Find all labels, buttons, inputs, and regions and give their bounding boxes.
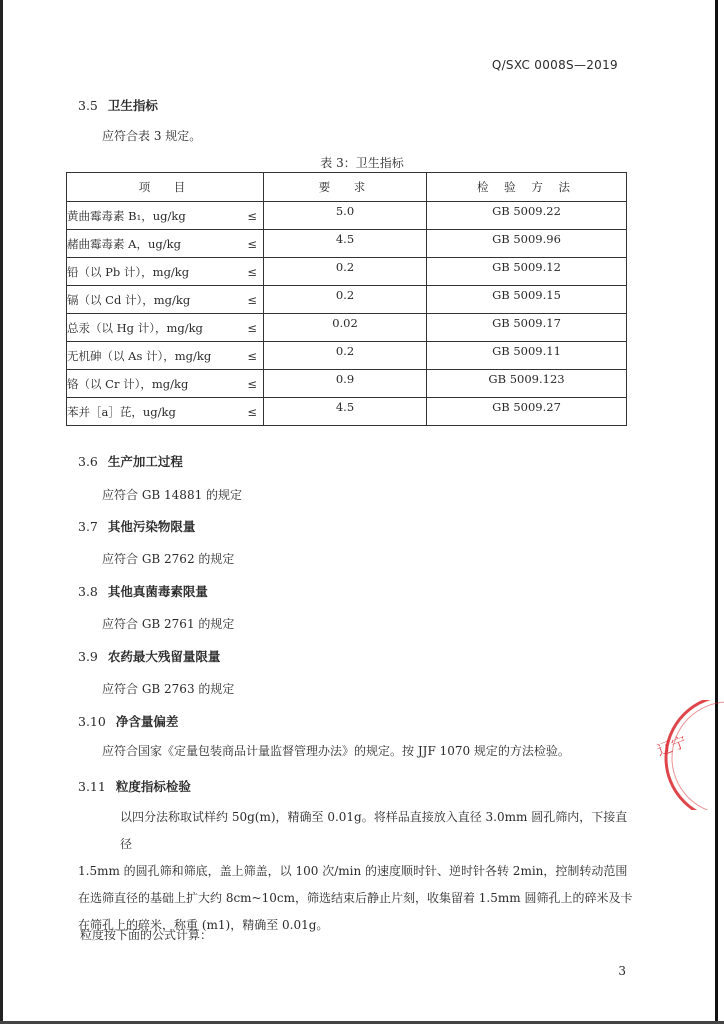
item-label: 赭曲霉毒素 A，ug/kg bbox=[67, 236, 181, 251]
section-number: 3.10 bbox=[78, 714, 106, 729]
section-number: 3.11 bbox=[78, 779, 106, 794]
section-number: 3.5 bbox=[78, 98, 98, 113]
cell-item bbox=[67, 230, 264, 258]
cell-item bbox=[67, 286, 264, 314]
item-label: 铅（以 Pb 计），mg/kg bbox=[67, 264, 190, 279]
hygiene-index-table bbox=[66, 172, 627, 426]
le-symbol: ≤ bbox=[247, 321, 257, 335]
cell-item bbox=[67, 258, 264, 286]
table-row bbox=[67, 258, 627, 286]
cell-item bbox=[67, 202, 264, 230]
section-title: 农药最大残留量限量 bbox=[107, 649, 221, 664]
method-value: GB 5009.22 bbox=[492, 204, 561, 218]
le-symbol: ≤ bbox=[247, 209, 257, 223]
item-label: 总汞（以 Hg 计），mg/kg bbox=[67, 320, 203, 335]
method-value: GB 5009.17 bbox=[492, 316, 561, 330]
section-text-3-5: 应符合表 3 规定。 bbox=[102, 129, 202, 143]
table-row bbox=[67, 230, 627, 258]
section-number: 3.9 bbox=[78, 649, 98, 664]
table-row bbox=[67, 314, 627, 342]
section-title: 其他污染物限量 bbox=[107, 519, 196, 534]
cell-requirement bbox=[264, 258, 427, 286]
table-row bbox=[67, 342, 627, 370]
cell-item bbox=[67, 370, 264, 398]
header-item: 项 目 bbox=[67, 173, 264, 202]
header-requirement: 要 求 bbox=[264, 173, 427, 202]
method-value: GB 5009.123 bbox=[488, 372, 565, 386]
section-heading-3-5 bbox=[78, 96, 158, 114]
section-number: 3.6 bbox=[78, 454, 98, 469]
section-heading-3-9 bbox=[78, 647, 220, 665]
cell-method bbox=[427, 230, 627, 258]
table-row bbox=[67, 286, 627, 314]
cell-requirement bbox=[264, 202, 427, 230]
item-label: 铬（以 Cr 计），mg/kg bbox=[67, 376, 189, 391]
cell-item bbox=[67, 314, 264, 342]
document-code: Q/SXC 0008S—2019 bbox=[491, 58, 618, 72]
le-symbol: ≤ bbox=[247, 237, 257, 251]
cell-method bbox=[427, 342, 627, 370]
cell-requirement bbox=[264, 342, 427, 370]
method-value: GB 5009.11 bbox=[492, 344, 561, 358]
cell-method bbox=[427, 258, 627, 286]
header-method: 检 验 方 法 bbox=[427, 173, 627, 202]
section-heading-3-10 bbox=[78, 712, 178, 730]
section-text-3-8: 应符合 GB 2761 的规定 bbox=[102, 617, 235, 631]
section-number: 3.8 bbox=[78, 584, 98, 599]
table-caption: 表 3：卫生指标 bbox=[320, 156, 404, 170]
le-symbol: ≤ bbox=[247, 349, 257, 363]
item-label: 苯并［a］芘，ug/kg bbox=[67, 404, 176, 419]
section-heading-3-11 bbox=[78, 777, 191, 795]
le-symbol: ≤ bbox=[247, 405, 257, 419]
item-label: 黄曲霉毒素 B₁，ug/kg bbox=[67, 208, 186, 223]
section-title: 净含量偏差 bbox=[115, 714, 179, 729]
svg-text:辽宁: 辽宁 bbox=[654, 732, 689, 760]
section-text-3-9: 应符合 GB 2763 的规定 bbox=[102, 682, 235, 696]
formula-intro: 粒度按下面的公式计算： bbox=[80, 928, 213, 942]
table-row bbox=[67, 398, 627, 426]
cell-requirement bbox=[264, 314, 427, 342]
page-number: 3 bbox=[618, 964, 626, 978]
le-symbol: ≤ bbox=[247, 293, 257, 307]
body-line: 1.5mm 的圆孔筛和筛底，盖上筛盖，以 100 次/min 的速度顺时针、逆时针各转 2min，控制转动范围 bbox=[78, 864, 628, 878]
body-line: 以四分法称取试样约 50g(m)，精确至 0.01g。将样品直接放入直径 3.0mm 圆孔筛内，下接直径 bbox=[120, 810, 628, 851]
requirement-value: 0.2 bbox=[335, 260, 355, 274]
section-heading-3-6 bbox=[78, 452, 183, 470]
cell-item bbox=[67, 398, 264, 426]
cell-requirement bbox=[264, 370, 427, 398]
cell-item bbox=[67, 342, 264, 370]
section-text-3-7: 应符合 GB 2762 的规定 bbox=[102, 552, 235, 566]
item-label: 镉（以 Cd 计），mg/kg bbox=[67, 292, 191, 307]
cell-method bbox=[427, 370, 627, 398]
method-value: GB 5009.27 bbox=[492, 400, 561, 414]
official-seal-stamp bbox=[640, 700, 724, 810]
table-row bbox=[67, 202, 627, 230]
requirement-value: 4.5 bbox=[335, 232, 355, 246]
requirement-value: 0.02 bbox=[332, 316, 358, 330]
cell-requirement bbox=[264, 398, 427, 426]
cell-method bbox=[427, 398, 627, 426]
section-title: 生产加工过程 bbox=[107, 454, 183, 469]
cell-method bbox=[427, 286, 627, 314]
requirement-value: 5.0 bbox=[335, 204, 355, 218]
section-heading-3-7 bbox=[78, 517, 195, 535]
body-line: 在选筛直径的基础上扩大约 8cm~10cm，筛选结束后静止片刻，收集留着 1.5mm 圆筛孔上的碎米及卡 bbox=[78, 891, 633, 905]
seal-graphic bbox=[640, 700, 724, 810]
section-title: 其他真菌毒素限量 bbox=[107, 584, 208, 599]
method-value: GB 5009.15 bbox=[492, 288, 561, 302]
cell-requirement bbox=[264, 230, 427, 258]
requirement-value: 0.2 bbox=[335, 288, 355, 302]
body-line: 在筛孔上的碎米，称重 (m1)，精确至 0.01g。 bbox=[78, 918, 329, 932]
cell-method bbox=[427, 314, 627, 342]
table-header-row bbox=[67, 173, 627, 202]
requirement-value: 0.9 bbox=[335, 372, 355, 386]
method-value: GB 5009.96 bbox=[492, 232, 561, 246]
method-value: GB 5009.12 bbox=[492, 260, 561, 274]
table-row bbox=[67, 370, 627, 398]
section-number: 3.7 bbox=[78, 519, 98, 534]
cell-method bbox=[427, 202, 627, 230]
le-symbol: ≤ bbox=[247, 377, 257, 391]
section-text-3-10: 应符合国家《定量包装商品计量监督管理办法》的规定。按 JJF 1070 规定的方法检验。 bbox=[102, 744, 570, 758]
cell-requirement bbox=[264, 286, 427, 314]
item-label: 无机砷（以 As 计），mg/kg bbox=[67, 348, 212, 363]
le-symbol: ≤ bbox=[247, 265, 257, 279]
requirement-value: 0.2 bbox=[335, 344, 355, 358]
requirement-value: 4.5 bbox=[335, 400, 355, 414]
section-body-3-11 bbox=[78, 804, 638, 939]
section-title: 粒度指标检验 bbox=[115, 779, 191, 794]
section-heading-3-8 bbox=[78, 582, 208, 600]
section-text-3-6: 应符合 GB 14881 的规定 bbox=[102, 488, 243, 502]
section-title: 卫生指标 bbox=[107, 98, 158, 113]
